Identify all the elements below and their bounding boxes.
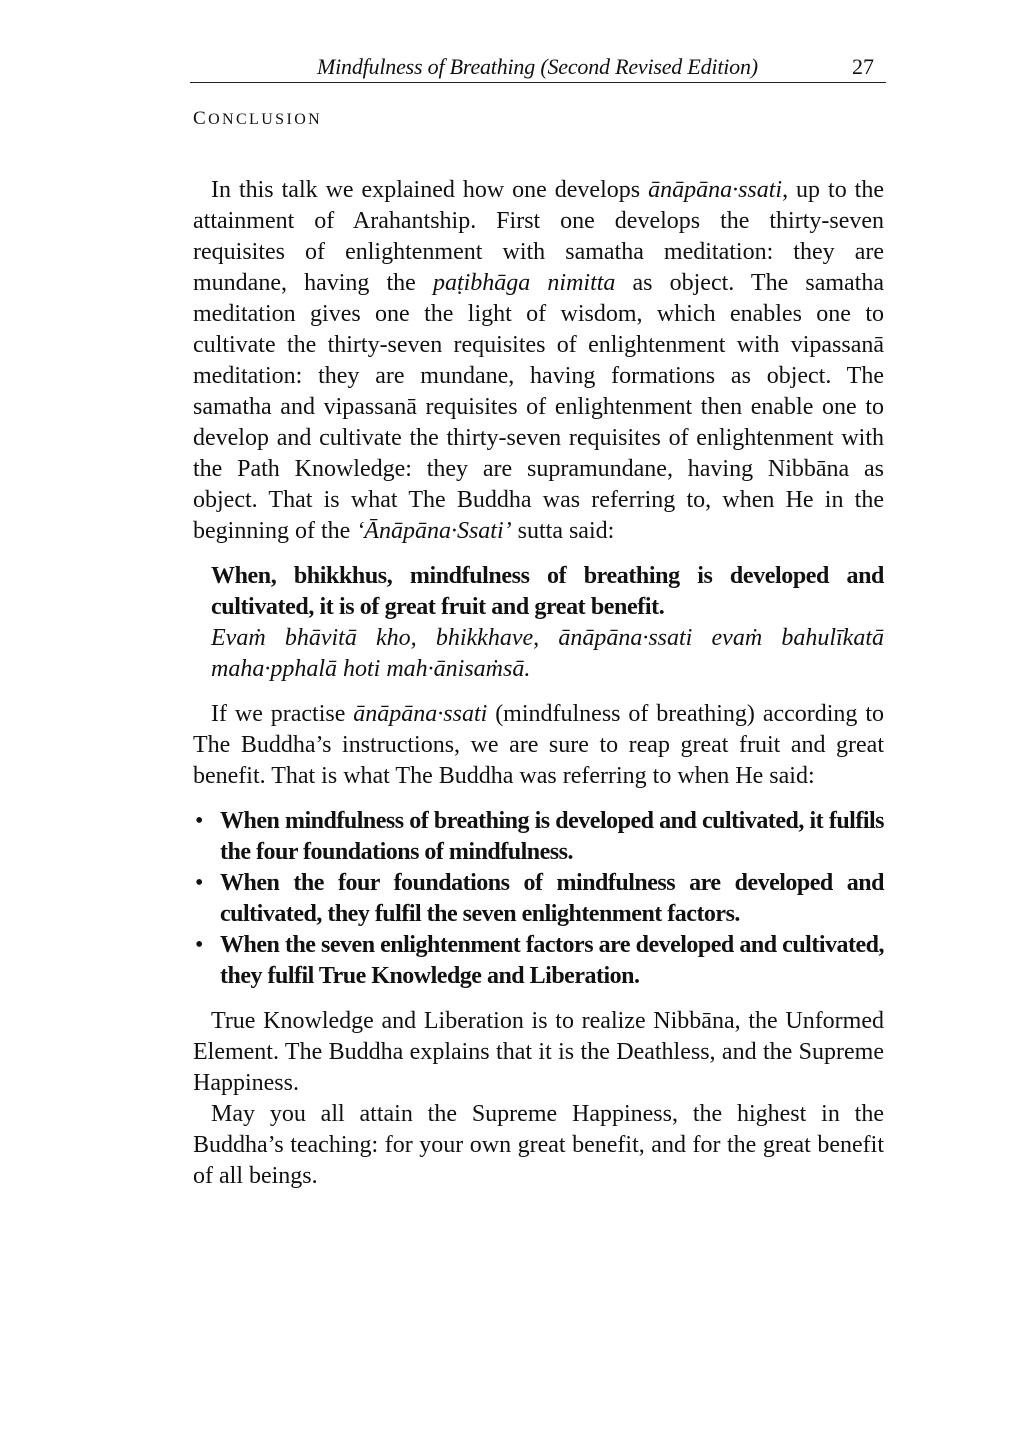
- running-header: [190, 50, 886, 83]
- text-run: as object. The samatha meditation gives one the light of wisdom, which enables one to cultivate the thirty-seven requisites of enlightenment with vipassanā meditation: they are mundane, having formations as object. The samatha and vipassanā requisites of enlightenment then enable one to develop and cultivate the thirty-seven requisites of enlightenment with the Path Knowledge: they are supramundane, having Nibbāna as object. That is what The Buddha was referring to, when He in the beginning of the: [193, 270, 884, 544]
- pali-term: paṭibhāga nimitta: [432, 270, 616, 296]
- bullet-marker: •: [195, 870, 203, 896]
- section-heading-rest: ONCLUSION: [208, 111, 323, 128]
- list-item: [193, 806, 884, 868]
- list-item-text: When mindfulness of breathing is developed and cultivated, it fulfils the four foundations of mindfulness.: [220, 808, 884, 865]
- page-body: [193, 175, 884, 1192]
- bullet-marker: •: [195, 808, 203, 834]
- bullet-list: [193, 806, 884, 992]
- text-run: (mindfulness of breathing) according to The Buddha’s instructions, we are sure to reap great fruit and great benefit. That is what The Buddha was referring to when He said:: [193, 701, 884, 789]
- paragraph-liberation: True Knowledge and Liberation is to realize Nibbāna, the Unformed Element. The Buddha explains that it is the Deathless, and the Supreme Happiness.: [193, 1008, 884, 1096]
- bullet-marker: •: [195, 932, 203, 958]
- quote-english: When, bhikkhus, mindfulness of breathing is developed and cultivated, it is of great fruit and great benefit.: [211, 563, 884, 620]
- pali-term: ānāpāna·ssati: [353, 701, 488, 727]
- paragraph-closing: May you all attain the Supreme Happiness, the highest in the Buddha’s teaching: for your own great benefit, and for the great benefit of all beings.: [193, 1101, 884, 1189]
- text-run: , up to the attainment of Arahantship. First one develops the thirty-seven requisites of enlightenment with samatha meditation: they are mundane, having the: [193, 177, 884, 296]
- pali-term: ānāpāna·ssati: [648, 177, 783, 203]
- list-item: [193, 930, 884, 992]
- paragraph-intro: [193, 175, 884, 547]
- sutta-title: ‘Ānāpāna·Ssati’: [356, 518, 512, 544]
- section-heading-initial: C: [193, 108, 209, 129]
- text-run: In this talk we explained how one develops: [211, 177, 649, 203]
- text-run: sutta said:: [511, 518, 615, 544]
- sutta-quote: [193, 561, 884, 685]
- text-run: If we practise: [211, 701, 354, 727]
- page-number: 27: [852, 54, 874, 79]
- list-item-text: When the seven enlightenment factors are developed and cultivated, they fulfil True Knowledge and Liberation.: [220, 932, 884, 989]
- running-title: Mindfulness of Breathing (Second Revised Edition): [317, 54, 758, 79]
- paragraph-practice: [193, 699, 884, 792]
- list-item-text: When the four foundations of mindfulness are developed and cultivated, they fulfil the seven enlightenment factors.: [220, 870, 884, 927]
- quote-pali: Evaṁ bhāvitā kho, bhikkhave, ānāpāna·ssati evaṁ bahulīkatā maha·pphalā hoti mah·ānisaṁsā.: [211, 625, 884, 682]
- section-heading: [193, 108, 322, 130]
- list-item: [193, 868, 884, 930]
